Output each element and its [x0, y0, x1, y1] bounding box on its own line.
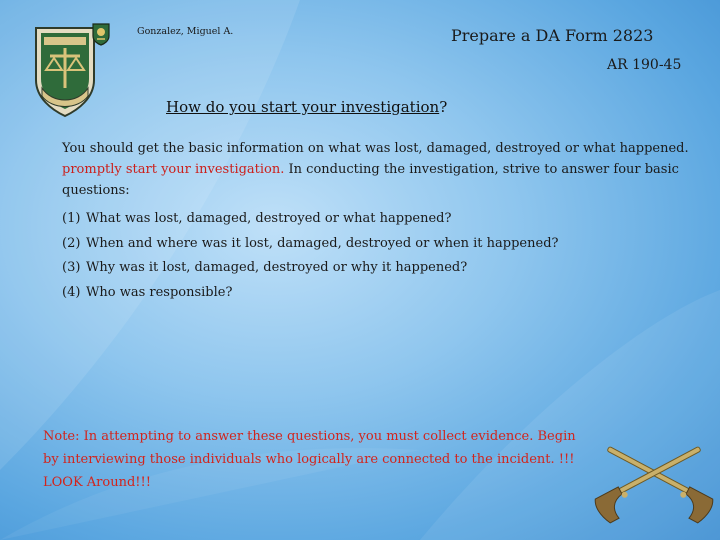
question-number: (3)	[62, 260, 81, 275]
heading-mark: ?	[439, 98, 448, 116]
question-text: Who was responsible?	[86, 284, 233, 300]
question-item	[62, 281, 558, 306]
intro-sentence: You should get the basic information on what was lost, damaged, destroyed or what happened.	[62, 141, 689, 156]
question-text: When and where was it lost, damaged, destroyed or when it happened?	[86, 235, 559, 251]
question-number: (2)	[62, 235, 81, 251]
slide-title: Prepare a DA Form 2823	[451, 26, 654, 45]
question-text: Why was it lost, damaged, destroyed or why it happened?	[86, 260, 468, 275]
heading-text: How do you start your investigation	[166, 98, 440, 116]
note-text: Note: In attempting to answer these questions, you must collect evidence. Begin by interviewing those individuals who logically are connected to the incident. !!! LOOK Around!!!	[43, 429, 576, 490]
question-text: What was lost, damaged, destroyed or what happened?	[86, 211, 452, 226]
question-list	[62, 207, 558, 305]
question-number: (1)	[62, 211, 81, 226]
question-item	[62, 207, 558, 232]
intro-sentence-2: In conducting the investigation, strive to answer four basic questions:	[62, 162, 679, 198]
question-number: (4)	[62, 284, 81, 300]
question-item	[62, 256, 558, 281]
branch-insignia-icon	[90, 22, 112, 46]
question-item	[62, 232, 558, 257]
intro-paragraph	[62, 138, 710, 201]
intro-highlight: promptly start your investigation.	[62, 162, 285, 177]
section-heading	[166, 98, 447, 116]
author-name: Gonzalez, Miguel A.	[137, 26, 234, 37]
crossed-pistols-icon	[588, 432, 720, 540]
regulation-reference: AR 190-45	[607, 57, 682, 73]
